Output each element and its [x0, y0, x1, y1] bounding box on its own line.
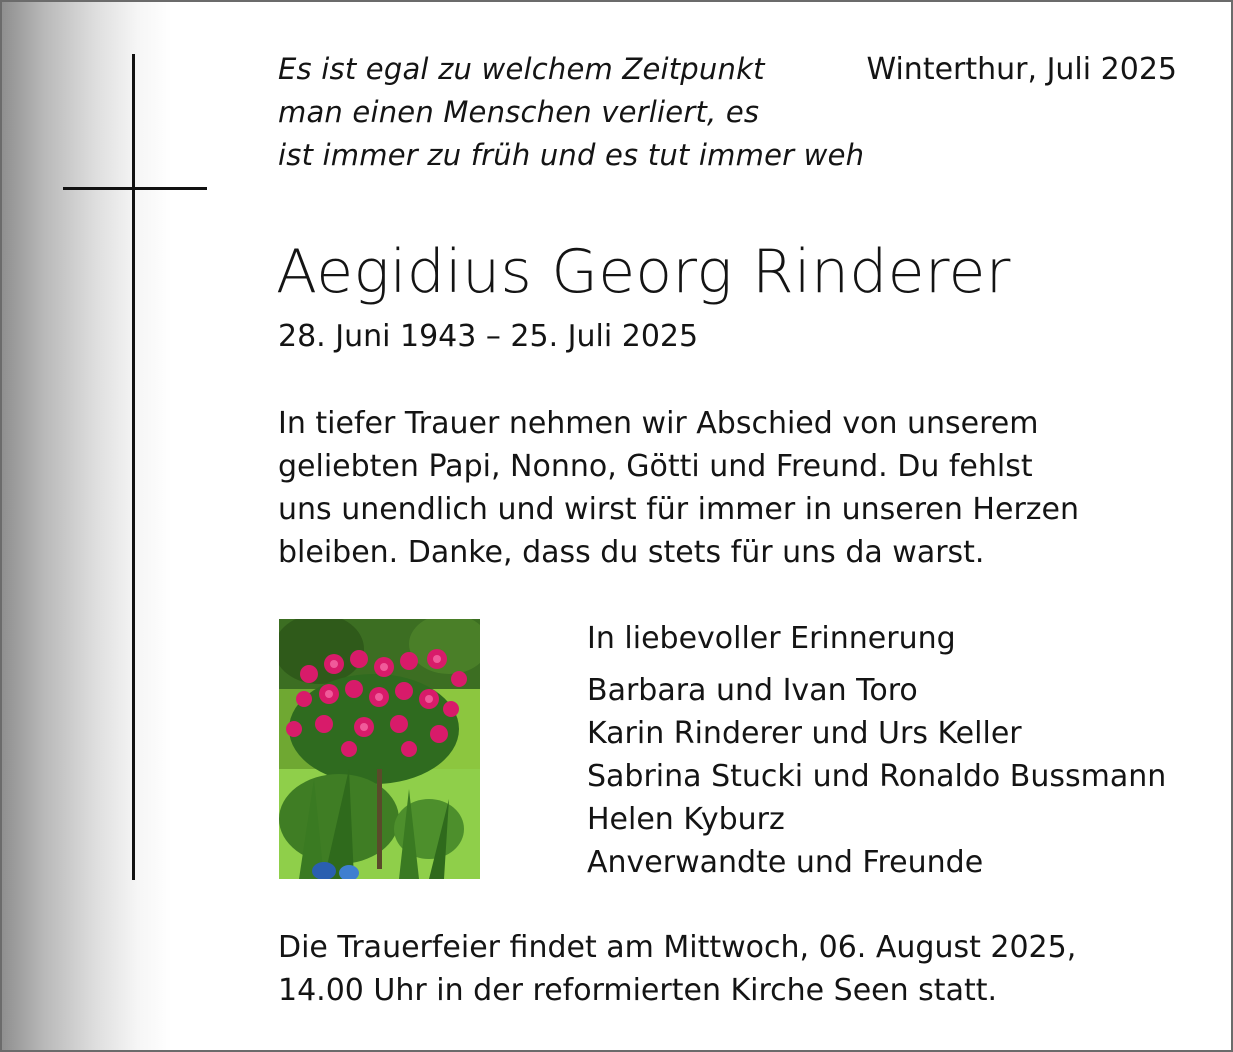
signer-name: Sabrina Stucki und Ronaldo Bussmann — [587, 759, 1167, 794]
quote-line: Es ist egal zu welchem Zeitpunkt — [278, 52, 765, 86]
rose-bush-image — [279, 619, 480, 879]
signers-block — [587, 617, 1166, 884]
quote-line: ist immer zu früh und es tut immer weh — [278, 138, 865, 172]
ceremony-line: 14.00 Uhr in der reformierten Kirche Seen statt. — [278, 973, 998, 1008]
signer-name: Barbara und Ivan Toro — [587, 673, 918, 708]
message-line: uns unendlich und wirst für immer in unseren Herzen — [278, 492, 1079, 527]
cross-icon-horizontal — [63, 187, 207, 190]
signer-name: Helen Kyburz — [587, 802, 785, 837]
cross-icon-vertical — [132, 54, 135, 880]
rose-bush-photo — [279, 619, 480, 879]
memorial-quote — [278, 48, 864, 177]
signer-name: Karin Rinderer und Urs Keller — [587, 716, 1022, 751]
ceremony-info — [278, 926, 1076, 1012]
place-date: Winterthur, Juli 2025 — [866, 52, 1177, 87]
message-line: bleiben. Danke, dass du stets für uns da warst. — [278, 535, 985, 570]
mourning-message — [278, 402, 1079, 574]
message-line: geliebten Papi, Nonno, Götti und Freund. Du fehlst — [278, 449, 1033, 484]
life-dates: 28. Juni 1943 – 25. Juli 2025 — [278, 319, 699, 354]
signers-intro: In liebevoller Erinnerung — [587, 621, 956, 656]
message-line: In tiefer Trauer nehmen wir Abschied von unserem — [278, 406, 1039, 441]
quote-line: man einen Menschen verliert, es — [278, 95, 760, 129]
signer-name: Anverwandte und Freunde — [587, 845, 984, 880]
ceremony-line: Die Trauerfeier findet am Mittwoch, 06. August 2025, — [278, 930, 1077, 965]
deceased-name: Aegidius Georg Rinderer — [276, 237, 1011, 307]
side-gradient-band — [2, 2, 172, 1050]
